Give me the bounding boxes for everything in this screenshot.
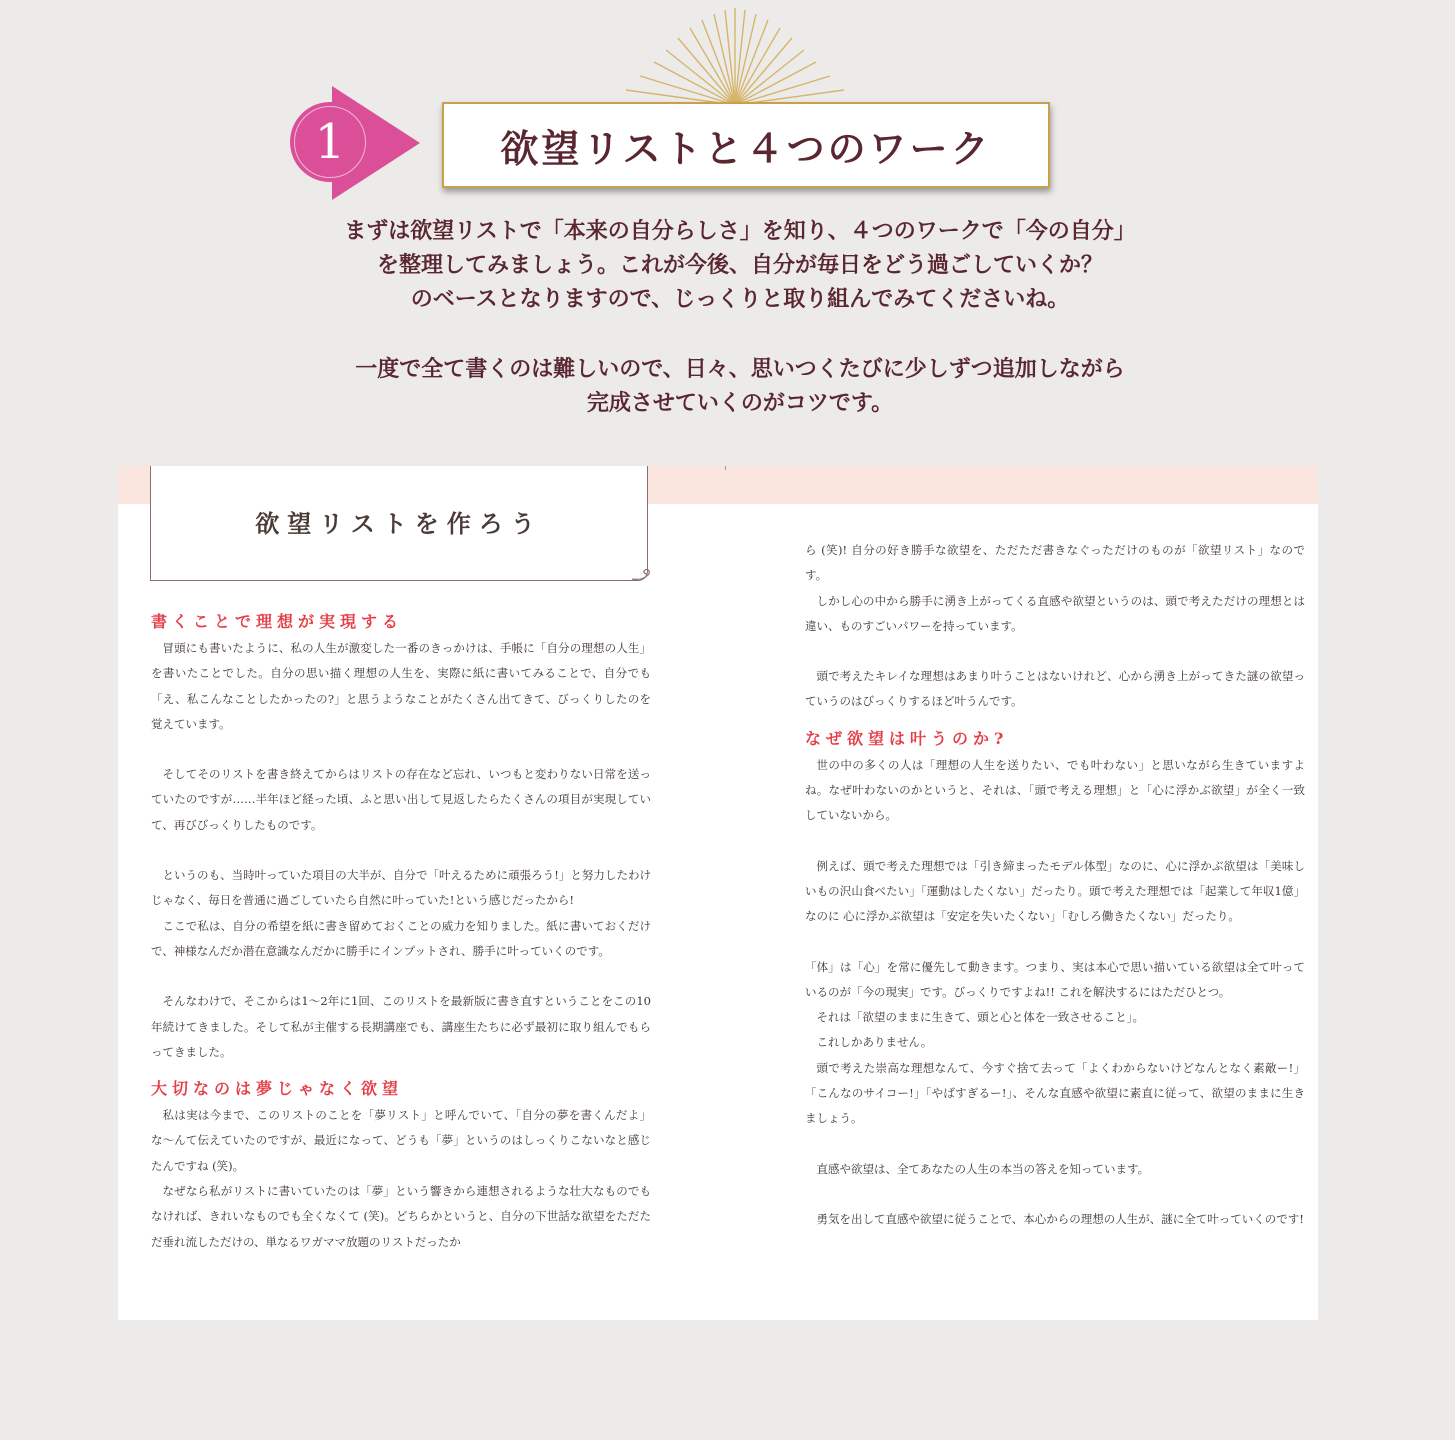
- paragraph: 冒頭にも書いたように、私の人生が激変した一番のきっかけは、手帳に「自分の理想の人生」を書いたことでした。自分の思い描く理想の人生を、実際に紙に書いてみることで、自分でも「え、私こんなことしたかったの?」と思うようなことがたくさん出てきて、びっくりしたのを覚えています。: [151, 641, 651, 731]
- paragraph: そしてそのリストを書き終えてからはリストの存在など忘れ、いつもと変わりない日常を送っていたのですが……半年ほど経った頃、ふと思い出して見返したらたくさんの項目が実現していて、再びびっくりしたものです。: [151, 767, 651, 832]
- paragraph: 私は実は今まで、このリストのことを「夢リスト」と呼んでいて、「自分の夢を書くんだよ」な〜んて伝えていたのですが、最近になって、どうも「夢」というのはしっくりこないなと感じたんですね (笑)。: [151, 1108, 651, 1173]
- paragraph: というのも、当時叶っていた項目の大半が、自分で「叶えるために頑張ろう!」と努力したわけじゃなく、毎日を普通に過ごしていたら自然に叶っていた!という感じだったから!: [151, 868, 651, 908]
- right-page-column: [805, 538, 1305, 1232]
- paragraph: 例えば、頭で考えた理想では「引き締まったモデル体型」なのに、心に浮かぶ欲望は「美味しいもの沢山食べたい」「運動はしたくない」だったり。頭で考えた理想では「起業して年収1億」なのに 心に浮かぶ欲望は「安定を失いたくない」「むしろ働きたくない」だったり。: [805, 858, 1305, 924]
- paragraph: それは「欲望のままに生きて、頭と心と体を一致させること」。: [816, 1010, 1145, 1025]
- page-title: 欲望リストを作ろう: [255, 509, 543, 538]
- paragraph: これしかありません。: [816, 1035, 933, 1050]
- page-title-box: [150, 466, 648, 581]
- left-page-column: [151, 608, 651, 1255]
- paragraph: 直感や欲望は、全てあなたの人生の本当の答えを知っています。: [816, 1161, 1150, 1176]
- step-number: 1: [314, 114, 346, 170]
- step-number-badge: [288, 86, 423, 201]
- paragraph: 頭で考えた崇高な理想なんて、今すぐ捨て去って「よくわからないけどなんとなく素敵ー!」「こんなのサイコー!」「やばすぎるー!」、そんな直感や欲望に素直に従って、欲望のままに生きましょう。: [805, 1060, 1305, 1126]
- section-heading: 大切なのは夢じゃなく欲望: [151, 1079, 404, 1099]
- section-title-box: [442, 102, 1050, 188]
- paragraph: なぜなら私がリストに書いていたのは「夢」という響きから連想されるような壮大なものでもなければ、きれいなものでも全くなくて (笑)。どちらかというと、自分の下世話な欲望をただただ垂れ流しただけの、単なるワガママ放題のリストだったか: [151, 1184, 651, 1249]
- paragraph: しかし心の中から勝手に湧き上がってくる直感や欲望というのは、頭で考えただけの理想とは違い、ものすごいパワーを持っています。: [805, 593, 1305, 633]
- section-title: 欲望リストと４つのワーク: [500, 125, 992, 171]
- paragraph: 「体」は「心」を常に優先して動きます。つまり、実は本心で思い描いている欲望は全て叶っているのが「今の現実」です。びっくりですよね!! これを解決するにはただひとつ。: [805, 959, 1305, 999]
- intro-line: まずは欲望リストで「本来の自分らしさ」を知り、４つのワークで「今の自分」: [344, 218, 1136, 244]
- section-heading: 書くことで理想が実現する: [151, 612, 404, 631]
- paragraph: ここで私は、自分の希望を紙に書き留めておくことの威力を知りました。紙に書いておくだけで、神様なんだか潜在意識なんだかに勝手にインプットされ、勝手に叶っていくのです。: [151, 918, 651, 958]
- intro-line: を整理してみましょう。これが今後、自分が毎日をどう過ごしていくか？: [376, 252, 1103, 278]
- tip-line: 完成させていくのがコツです。: [586, 390, 894, 416]
- paragraph: そんなわけで、そこからは1〜2年に1回、このリストを最新版に書き直すということをこの10年続けてきました。そして私が主催する長期講座でも、講座生たちに必ず最初に取り組んでもらってきました。: [151, 994, 651, 1059]
- paragraph: 頭で考えたキレイな理想はあまり叶うことはないけれど、心から湧き上がってきた謎の欲望っていうのはびっくりするほど叶うんです。: [805, 669, 1305, 709]
- paragraph: 世の中の多くの人は「理想の人生を送りたい、でも叶わない」と思いながら生きていますよね。なぜ叶わないのかというと、それは、「頭で考える理想」と「心に浮かぶ欲望」が全く一致していないから。: [805, 757, 1305, 823]
- swirl-ornament-icon: [630, 566, 652, 582]
- intro-line: のベースとなりますので、じっくりと取り組んでみてくださいね。: [410, 286, 1070, 312]
- paragraph: ら (笑)! 自分の好き勝手な欲望を、ただただ書きなぐっただけのものが「欲望リスト」なのです。: [805, 543, 1305, 583]
- tip-line: 一度で全て書くのは難しいので、日々、思いつくたびに少しずつ追加しながら: [355, 356, 1125, 382]
- section-heading: なぜ欲望は叶うのか?: [805, 728, 1009, 748]
- sunburst-decoration: [600, 0, 870, 110]
- book-spread: [118, 466, 1318, 1320]
- paragraph: 勇気を出して直感や欲望に従うことで、本心からの理想の人生が、謎に全て叶っていくのです!: [816, 1211, 1304, 1226]
- intro-text: [220, 214, 1260, 420]
